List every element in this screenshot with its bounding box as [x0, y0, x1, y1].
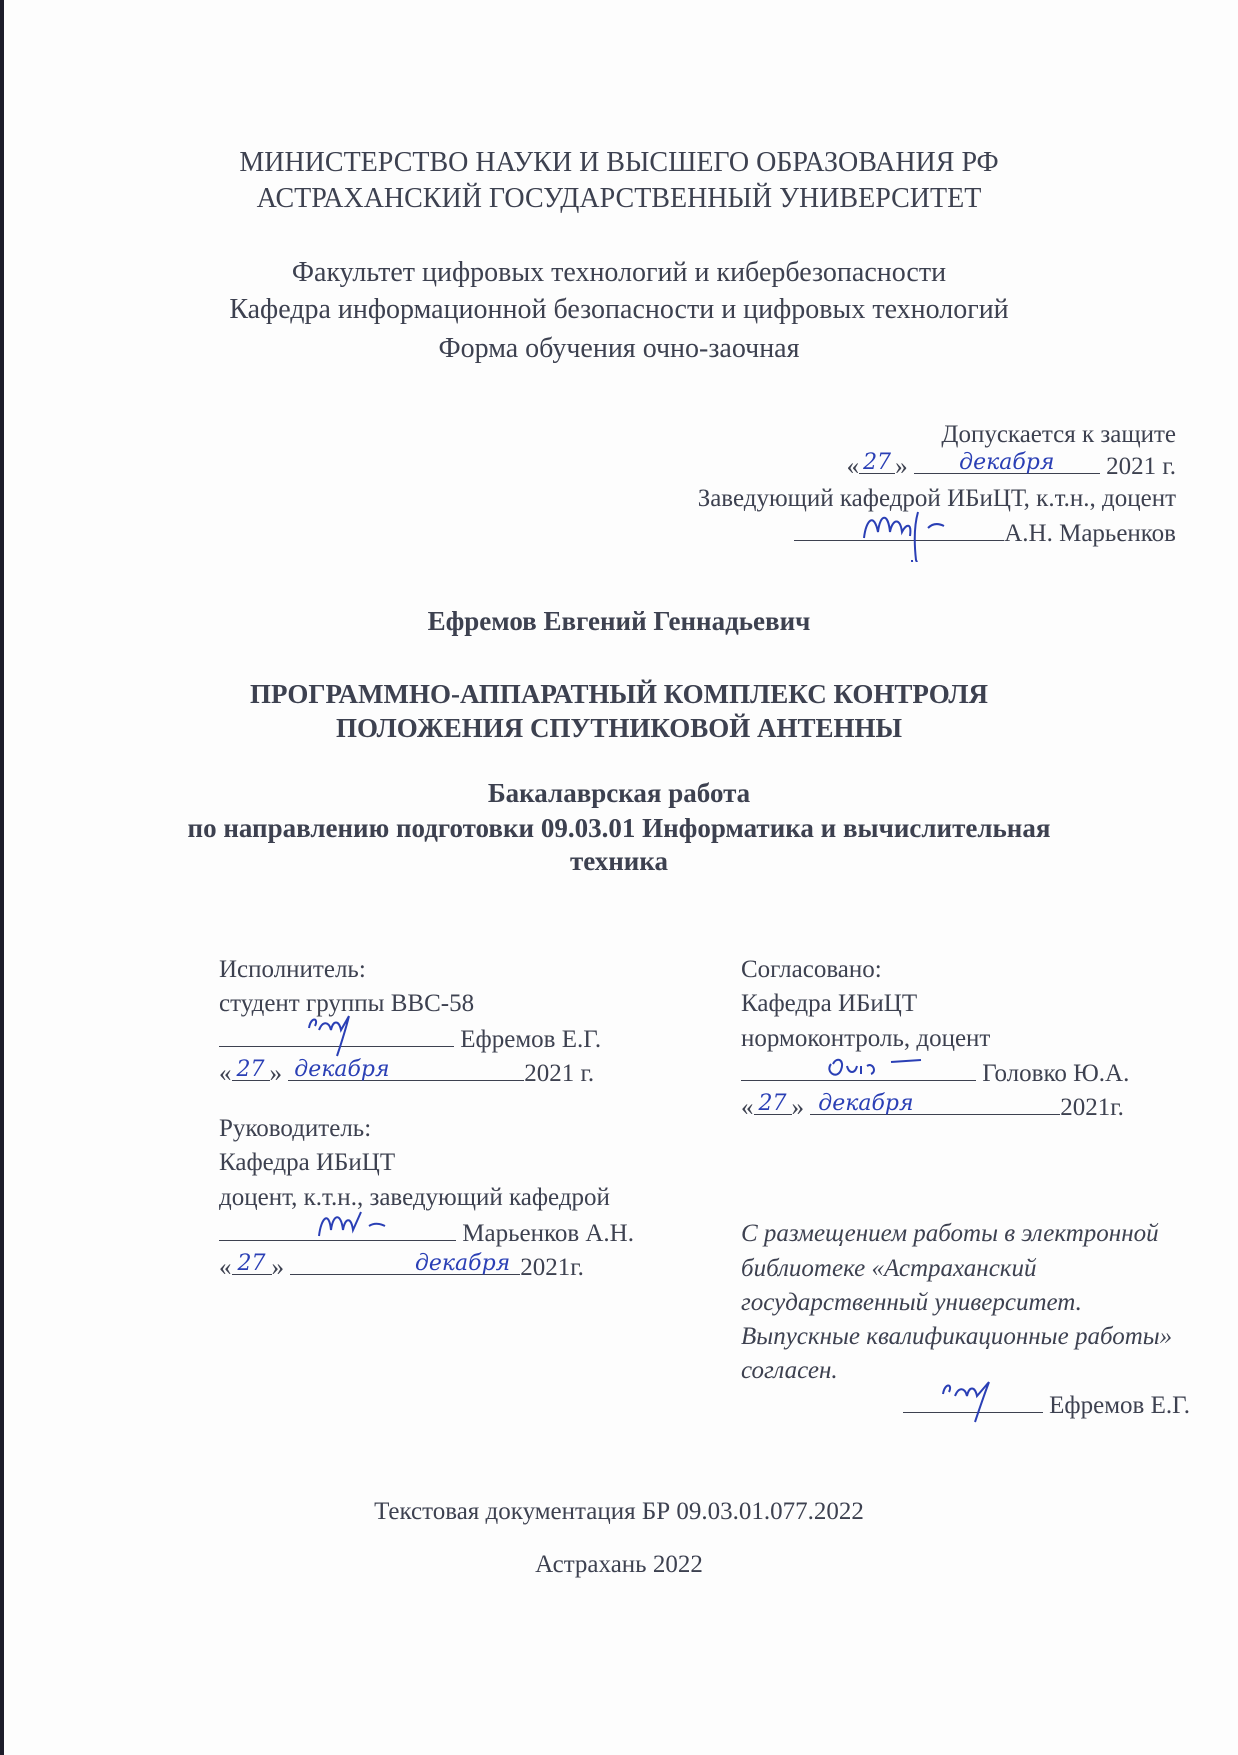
supervisor-department: Кафедра ИБиЦТ [219, 1149, 396, 1176]
handwritten-day: 27 [236, 1057, 265, 1082]
executor-year: 2021 г. [524, 1060, 595, 1087]
supervisor-name: Марьенков А.Н. [462, 1220, 634, 1247]
signature-efremov-icon [219, 1008, 454, 1058]
executor-name: Ефремов Е.Г. [460, 1026, 602, 1053]
quote-close: » [269, 1060, 282, 1087]
supervisor-label: Руководитель: [219, 1115, 372, 1142]
agreed-month-field [810, 1092, 1060, 1115]
head-signature-line [794, 518, 1176, 549]
signature-marenkov-icon [219, 1202, 456, 1252]
consent-line-3: государственный университет. [741, 1289, 1082, 1316]
quote-close: » [895, 453, 908, 480]
handwritten-day: 27 [758, 1091, 787, 1116]
city-year: Астрахань 2022 [535, 1551, 703, 1578]
study-form: Форма обучения очно-заочная [438, 333, 800, 364]
supervisor-year: 2021г. [520, 1254, 584, 1281]
signature-golovko-icon [741, 1042, 976, 1092]
agreed-signature-line [741, 1058, 1129, 1089]
head-signature-field [794, 518, 1004, 541]
handwritten-day: 27 [863, 450, 892, 475]
handwritten-month: декабря [294, 1057, 390, 1082]
approval-year: 2021 г. [1106, 453, 1176, 480]
approval-date [847, 451, 1176, 482]
supervisor-day-field [232, 1252, 272, 1275]
thesis-title-line-1: ПРОГРАММНО-АППАРАТНЫЙ КОМПЛЕКС КОНТРОЛЯ [250, 679, 988, 709]
quote-close: » [271, 1254, 284, 1281]
quote-open: « [219, 1060, 232, 1087]
ministry-heading: МИНИСТЕРСТВО НАУКИ И ВЫСШЕГО ОБРАЗОВАНИЯ РФ [239, 147, 999, 178]
author-full-name: Ефремов Евгений Геннадьевич [427, 606, 811, 636]
quote-open: « [741, 1094, 754, 1121]
agreed-position: нормоконтроль, доцент [741, 1025, 991, 1052]
department-heading: Кафедра информационной безопасности и цифровых технологий [229, 294, 1009, 325]
agreed-name: Головко Ю.А. [982, 1060, 1130, 1087]
handwritten-month: декабря [414, 1251, 511, 1276]
executor-group: студент группы ВВС-58 [219, 990, 475, 1017]
consent-line-5: согласен. [741, 1357, 838, 1384]
signature-marenkov-icon [794, 502, 1004, 562]
supervisor-signature-line [219, 1218, 634, 1249]
quote-open: « [846, 453, 860, 480]
faculty-heading: Факультет цифровых технологий и кибербезопасности [291, 257, 947, 288]
consent-line-4: Выпускные квалификационные работы» [741, 1323, 1173, 1350]
document-code: Текстовая документация БР 09.03.01.077.2022 [374, 1498, 864, 1525]
agreed-label: Согласовано: [741, 956, 882, 983]
approval-day-field [859, 451, 895, 474]
supervisor-date [219, 1252, 584, 1283]
consent-line-1: С размещением работы в электронной [741, 1220, 1159, 1247]
direction-line-2: техника [570, 846, 668, 876]
signature-efremov-icon [903, 1374, 1043, 1424]
direction-line: по направлению подготовки 09.03.01 Информатика и вычислительная [187, 813, 1051, 843]
agreed-department: Кафедра ИБиЦТ [741, 990, 918, 1017]
executor-signature-line [219, 1024, 601, 1055]
head-name: А.Н. Марьенков [1004, 520, 1176, 547]
handwritten-month: декабря [818, 1091, 914, 1116]
handwritten-month: декабря [959, 450, 1055, 475]
approval-month-field [914, 451, 1100, 474]
consent-signature-line [903, 1390, 1190, 1421]
consent-name: Ефремов Е.Г. [1049, 1392, 1190, 1419]
executor-month-field [288, 1058, 524, 1081]
consent-signature-field [903, 1390, 1043, 1413]
quote-close: » [791, 1094, 804, 1121]
executor-label: Исполнитель: [219, 956, 366, 983]
supervisor-position: доцент, к.т.н., заведующий кафедрой [219, 1184, 610, 1211]
agreed-signature-field [741, 1058, 976, 1081]
thesis-title-line-2: ПОЛОЖЕНИЯ СПУТНИКОВОЙ АНТЕННЫ [335, 713, 903, 743]
executor-date [219, 1058, 594, 1089]
handwritten-day: 27 [237, 1251, 266, 1276]
agreed-date [741, 1092, 1124, 1123]
executor-day-field [232, 1058, 270, 1081]
agreed-day-field [754, 1092, 792, 1115]
university-heading: АСТРАХАНСКИЙ ГОСУДАРСТВЕННЫЙ УНИВЕРСИТЕТ [256, 183, 982, 214]
supervisor-signature-field [219, 1218, 456, 1241]
supervisor-month-field [290, 1252, 520, 1275]
agreed-year: 2021г. [1060, 1094, 1124, 1121]
work-type: Бакалаврская работа [487, 778, 751, 808]
head-title: Заведующий кафедрой ИБиЦТ, к.т.н., доцент [697, 485, 1176, 512]
quote-open: « [219, 1254, 232, 1281]
executor-signature-field [219, 1024, 454, 1047]
admitted-label: Допускается к защите [941, 421, 1176, 448]
consent-line-2: библиотеке «Астраханский [741, 1255, 1037, 1282]
